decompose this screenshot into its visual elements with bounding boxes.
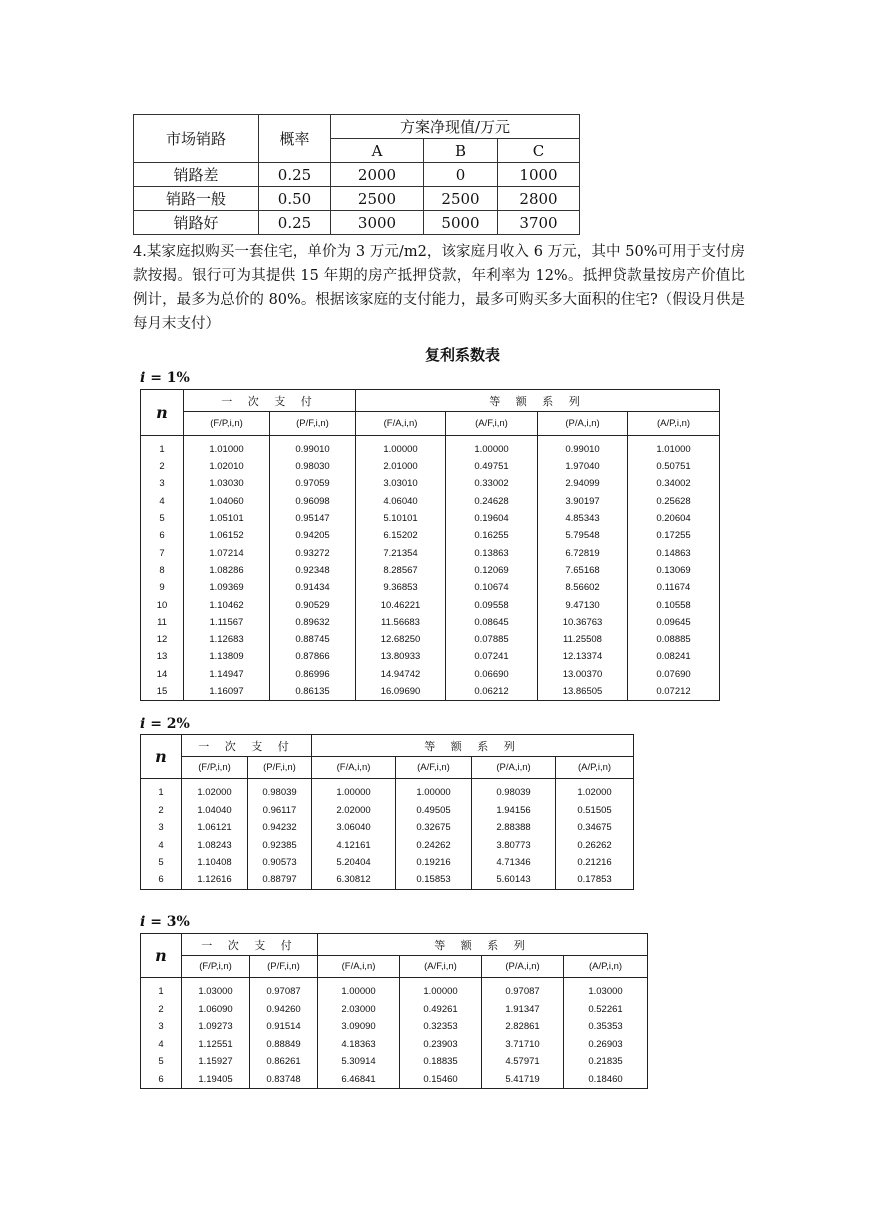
factor-cell: 0.98030 bbox=[270, 458, 356, 475]
factor-cell: 1.00000 bbox=[446, 441, 538, 458]
factor-cell: 0.13863 bbox=[446, 545, 538, 562]
factor-cell: 0.94232 bbox=[248, 819, 312, 837]
market-label: 销路差 bbox=[134, 163, 259, 187]
factor-cell: 1.01000 bbox=[184, 441, 270, 458]
table-row bbox=[141, 983, 648, 1001]
table-row bbox=[141, 476, 720, 493]
factor-cell: 11.25508 bbox=[538, 631, 628, 648]
factor-cell: 4.18363 bbox=[318, 1036, 400, 1054]
period-cell: 5 bbox=[141, 854, 182, 872]
factor-cell: 1.19405 bbox=[182, 1071, 250, 1089]
probability-cell: 0.25 bbox=[259, 163, 331, 187]
factor-cell: 0.16255 bbox=[446, 527, 538, 544]
factor-cell: 1.94156 bbox=[472, 802, 556, 820]
table-row bbox=[141, 1036, 648, 1054]
factor-cell: 1.00000 bbox=[356, 441, 446, 458]
period-cell: 9 bbox=[141, 579, 184, 596]
factor-column-header: (F/P,i,n) bbox=[184, 412, 270, 436]
factor-cell: 1.08243 bbox=[182, 837, 248, 855]
table-row bbox=[141, 579, 720, 596]
factor-cell: 0.24628 bbox=[446, 493, 538, 510]
factor-cell: 0.15853 bbox=[396, 872, 472, 890]
factor-cell: 0.10558 bbox=[628, 597, 720, 614]
interest-rate-value: = 1% bbox=[145, 370, 190, 386]
market-row bbox=[134, 187, 580, 211]
factor-cell: 0.35353 bbox=[564, 1018, 648, 1036]
factor-cell: 0.32353 bbox=[400, 1018, 482, 1036]
factor-cell: 0.07212 bbox=[628, 683, 720, 700]
factor-cell: 13.86505 bbox=[538, 683, 628, 700]
table-row bbox=[141, 545, 720, 562]
factor-cell: 6.46841 bbox=[318, 1071, 400, 1089]
table-row bbox=[141, 872, 634, 890]
factor-cell: 0.08885 bbox=[628, 631, 720, 648]
factor-cell: 0.96098 bbox=[270, 493, 356, 510]
factor-cell: 1.06152 bbox=[184, 527, 270, 544]
factor-cell: 0.17853 bbox=[556, 872, 634, 890]
factor-cell: 0.11674 bbox=[628, 579, 720, 596]
factor-cell: 2.03000 bbox=[318, 1001, 400, 1019]
factor-cell: 0.93272 bbox=[270, 545, 356, 562]
interest-symbol: i bbox=[140, 914, 146, 930]
factor-column-header: (P/A,i,n) bbox=[472, 757, 556, 779]
factor-cell: 1.01000 bbox=[628, 441, 720, 458]
equal-series-header: 等 额 系 列 bbox=[318, 934, 648, 956]
factor-cell: 0.26903 bbox=[564, 1036, 648, 1054]
factor-cell: 1.10408 bbox=[182, 854, 248, 872]
market-label: 销路一般 bbox=[134, 187, 259, 211]
factor-cell: 0.91514 bbox=[250, 1018, 318, 1036]
factor-cell: 0.99010 bbox=[538, 441, 628, 458]
factor-cell: 1.00000 bbox=[318, 983, 400, 1001]
period-cell: 3 bbox=[141, 476, 184, 493]
factor-cell: 0.95147 bbox=[270, 510, 356, 527]
factor-cell: 10.46221 bbox=[356, 597, 446, 614]
factor-cell: 3.80773 bbox=[472, 837, 556, 855]
table-row bbox=[141, 510, 720, 527]
factor-cell: 0.49505 bbox=[396, 802, 472, 820]
period-cell: 2 bbox=[141, 1001, 182, 1019]
table-row bbox=[141, 527, 720, 544]
factor-cell: 0.13069 bbox=[628, 562, 720, 579]
factor-column-header: (P/A,i,n) bbox=[482, 956, 564, 978]
factor-cell: 6.15202 bbox=[356, 527, 446, 544]
factor-cell: 0.08241 bbox=[628, 649, 720, 666]
factor-cell: 7.21354 bbox=[356, 545, 446, 562]
factor-cell: 2.01000 bbox=[356, 458, 446, 475]
table-row bbox=[141, 802, 634, 820]
single-payment-header: 一 次 支 付 bbox=[184, 390, 356, 412]
period-cell: 2 bbox=[141, 802, 182, 820]
factor-cell: 1.05101 bbox=[184, 510, 270, 527]
factor-column-header: (P/F,i,n) bbox=[248, 757, 312, 779]
factor-cell: 5.20404 bbox=[312, 854, 396, 872]
factor-cell: 0.06690 bbox=[446, 666, 538, 683]
table-row bbox=[141, 441, 720, 458]
equal-series-header: 等 额 系 列 bbox=[312, 735, 634, 757]
market-row bbox=[134, 163, 580, 187]
factor-cell: 4.71346 bbox=[472, 854, 556, 872]
factor-cell: 0.06212 bbox=[446, 683, 538, 700]
factor-cell: 0.86261 bbox=[250, 1053, 318, 1071]
table-row bbox=[141, 493, 720, 510]
factor-cell: 0.83748 bbox=[250, 1071, 318, 1089]
factor-cell: 11.56683 bbox=[356, 614, 446, 631]
factor-cell: 0.34675 bbox=[556, 819, 634, 837]
factor-cell: 0.87866 bbox=[270, 649, 356, 666]
period-cell: 6 bbox=[141, 1071, 182, 1089]
single-payment-header: 一 次 支 付 bbox=[182, 735, 312, 757]
factor-cell: 0.33002 bbox=[446, 476, 538, 493]
plan-b-header: B bbox=[424, 139, 498, 163]
single-payment-header: 一 次 支 付 bbox=[182, 934, 318, 956]
factor-cell: 9.36853 bbox=[356, 579, 446, 596]
factor-cell: 1.15927 bbox=[182, 1053, 250, 1071]
equal-series-header: 等 额 系 列 bbox=[356, 390, 720, 412]
factor-cell: 1.00000 bbox=[312, 784, 396, 802]
period-cell: 1 bbox=[141, 784, 182, 802]
factor-cell: 6.30812 bbox=[312, 872, 396, 890]
factor-cell: 14.94742 bbox=[356, 666, 446, 683]
factor-cell: 0.10674 bbox=[446, 579, 538, 596]
factor-cell: 2.88388 bbox=[472, 819, 556, 837]
table-row bbox=[141, 1001, 648, 1019]
factor-column-header: (F/A,i,n) bbox=[318, 956, 400, 978]
table-row bbox=[141, 562, 720, 579]
period-cell: 8 bbox=[141, 562, 184, 579]
factor-cell: 1.09369 bbox=[184, 579, 270, 596]
factor-column-header: (P/F,i,n) bbox=[270, 412, 356, 436]
factor-cell: 0.94205 bbox=[270, 527, 356, 544]
factor-cell: 0.97087 bbox=[250, 983, 318, 1001]
factor-cell: 0.18460 bbox=[564, 1071, 648, 1089]
factor-cell: 1.91347 bbox=[482, 1001, 564, 1019]
factor-cell: 0.15460 bbox=[400, 1071, 482, 1089]
factor-cell: 8.56602 bbox=[538, 579, 628, 596]
period-cell: 6 bbox=[141, 527, 184, 544]
table-row bbox=[141, 683, 720, 700]
factor-cell: 1.00000 bbox=[400, 983, 482, 1001]
factor-column-header: (P/F,i,n) bbox=[250, 956, 318, 978]
period-cell: 10 bbox=[141, 597, 184, 614]
plan-a-header: A bbox=[331, 139, 424, 163]
factor-column-header: (A/P,i,n) bbox=[628, 412, 720, 436]
npv-cell: 3700 bbox=[498, 211, 580, 235]
table-row bbox=[141, 1018, 648, 1036]
probability-cell: 0.25 bbox=[259, 211, 331, 235]
factor-cell: 1.10462 bbox=[184, 597, 270, 614]
period-cell: 11 bbox=[141, 614, 184, 631]
factor-cell: 5.79548 bbox=[538, 527, 628, 544]
factor-cell: 1.11567 bbox=[184, 614, 270, 631]
period-cell: 7 bbox=[141, 545, 184, 562]
interest-symbol: i bbox=[140, 370, 146, 386]
factor-cell: 1.14947 bbox=[184, 666, 270, 683]
factor-cell: 6.72819 bbox=[538, 545, 628, 562]
npv-cell: 0 bbox=[424, 163, 498, 187]
compound-factor-table bbox=[140, 734, 634, 890]
factor-column-header: (A/F,i,n) bbox=[396, 757, 472, 779]
factor-cell: 3.90197 bbox=[538, 493, 628, 510]
factor-column-header: (A/P,i,n) bbox=[556, 757, 634, 779]
factor-column-header: (F/A,i,n) bbox=[312, 757, 396, 779]
factor-cell: 4.57971 bbox=[482, 1053, 564, 1071]
factor-cell: 0.92385 bbox=[248, 837, 312, 855]
factor-cell: 0.51505 bbox=[556, 802, 634, 820]
table-row bbox=[141, 666, 720, 683]
period-cell: 4 bbox=[141, 837, 182, 855]
factor-cell: 0.12069 bbox=[446, 562, 538, 579]
factor-cell: 3.09090 bbox=[318, 1018, 400, 1036]
factor-cell: 0.97059 bbox=[270, 476, 356, 493]
factor-cell: 0.23903 bbox=[400, 1036, 482, 1054]
factor-cell: 0.25628 bbox=[628, 493, 720, 510]
factor-cell: 1.03030 bbox=[184, 476, 270, 493]
factor-cell: 7.65168 bbox=[538, 562, 628, 579]
factor-cell: 0.92348 bbox=[270, 562, 356, 579]
factor-cell: 0.99010 bbox=[270, 441, 356, 458]
period-header: n bbox=[141, 934, 182, 978]
probability-header: 概率 bbox=[259, 115, 331, 163]
factor-cell: 0.19216 bbox=[396, 854, 472, 872]
period-cell: 4 bbox=[141, 493, 184, 510]
factor-cell: 0.49261 bbox=[400, 1001, 482, 1019]
factor-cell: 3.06040 bbox=[312, 819, 396, 837]
factor-column-header: (A/P,i,n) bbox=[564, 956, 648, 978]
factor-cell: 2.02000 bbox=[312, 802, 396, 820]
problem-statement: 4.某家庭拟购买一套住宅，单价为 3 万元/m2，该家庭月收入 6 万元，其中 50%可用于支付房款按揭。银行可为其提供 15 年期的房产抵押贷款，年利率为 12%。抵押贷款量按房产价值比例计，最多为总价的 80%。根据该家庭的支付能力，最多可购买多大面积的住宅?（假设月供是每月末支付） bbox=[133, 244, 745, 332]
factor-cell: 0.26262 bbox=[556, 837, 634, 855]
period-header: n bbox=[141, 390, 184, 436]
factor-cell: 1.06121 bbox=[182, 819, 248, 837]
period-cell: 12 bbox=[141, 631, 184, 648]
period-cell: 15 bbox=[141, 683, 184, 700]
factor-cell: 0.24262 bbox=[396, 837, 472, 855]
factor-cell: 0.21835 bbox=[564, 1053, 648, 1071]
factor-cell: 0.50751 bbox=[628, 458, 720, 475]
factor-cell: 5.41719 bbox=[482, 1071, 564, 1089]
factor-cell: 13.00370 bbox=[538, 666, 628, 683]
factor-cell: 0.14863 bbox=[628, 545, 720, 562]
factor-cell: 0.88797 bbox=[248, 872, 312, 890]
npv-cell: 2500 bbox=[424, 187, 498, 211]
factor-cell: 1.08286 bbox=[184, 562, 270, 579]
factor-cell: 0.49751 bbox=[446, 458, 538, 475]
factor-cell: 0.18835 bbox=[400, 1053, 482, 1071]
period-header: n bbox=[141, 735, 182, 779]
factor-cell: 0.34002 bbox=[628, 476, 720, 493]
factor-cell: 0.09645 bbox=[628, 614, 720, 631]
factor-cell: 16.09690 bbox=[356, 683, 446, 700]
factor-cell: 0.86996 bbox=[270, 666, 356, 683]
factor-cell: 1.06090 bbox=[182, 1001, 250, 1019]
factor-cell: 5.60143 bbox=[472, 872, 556, 890]
factor-cell: 1.13809 bbox=[184, 649, 270, 666]
table-row bbox=[141, 458, 720, 475]
factor-cell: 1.02010 bbox=[184, 458, 270, 475]
factor-cell: 1.00000 bbox=[396, 784, 472, 802]
factor-column-header: (F/P,i,n) bbox=[182, 956, 250, 978]
npv-header: 方案净现值/万元 bbox=[331, 115, 580, 139]
factor-cell: 1.12616 bbox=[182, 872, 248, 890]
factor-cell: 1.97040 bbox=[538, 458, 628, 475]
npv-cell: 3000 bbox=[331, 211, 424, 235]
compound-factor-table bbox=[140, 933, 648, 1089]
factor-cell: 0.86135 bbox=[270, 683, 356, 700]
market-label: 销路好 bbox=[134, 211, 259, 235]
factor-cell: 4.85343 bbox=[538, 510, 628, 527]
factor-cell: 0.07690 bbox=[628, 666, 720, 683]
plan-c-header: C bbox=[498, 139, 580, 163]
period-cell: 13 bbox=[141, 649, 184, 666]
npv-cell: 1000 bbox=[498, 163, 580, 187]
factor-cell: 0.09558 bbox=[446, 597, 538, 614]
table-row bbox=[141, 649, 720, 666]
factor-cell: 3.71710 bbox=[482, 1036, 564, 1054]
factor-column-header: (P/A,i,n) bbox=[538, 412, 628, 436]
factor-column-header: (A/F,i,n) bbox=[400, 956, 482, 978]
factor-cell: 0.88849 bbox=[250, 1036, 318, 1054]
factor-cell: 5.30914 bbox=[318, 1053, 400, 1071]
factor-cell: 12.68250 bbox=[356, 631, 446, 648]
table-row bbox=[141, 1053, 648, 1071]
factor-cell: 1.07214 bbox=[184, 545, 270, 562]
factor-cell: 5.10101 bbox=[356, 510, 446, 527]
factor-cell: 0.08645 bbox=[446, 614, 538, 631]
interest-rate-label bbox=[140, 370, 190, 386]
factor-cell: 0.89632 bbox=[270, 614, 356, 631]
factor-cell: 1.04040 bbox=[182, 802, 248, 820]
table-row bbox=[141, 819, 634, 837]
factor-cell: 10.36763 bbox=[538, 614, 628, 631]
factor-cell: 12.13374 bbox=[538, 649, 628, 666]
factor-cell: 8.28567 bbox=[356, 562, 446, 579]
factor-cell: 3.03010 bbox=[356, 476, 446, 493]
period-cell: 3 bbox=[141, 819, 182, 837]
factor-cell: 0.07885 bbox=[446, 631, 538, 648]
factor-cell: 2.82861 bbox=[482, 1018, 564, 1036]
factor-cell: 0.19604 bbox=[446, 510, 538, 527]
table-row bbox=[141, 597, 720, 614]
period-cell: 2 bbox=[141, 458, 184, 475]
factor-cell: 0.94260 bbox=[250, 1001, 318, 1019]
npv-cell: 2000 bbox=[331, 163, 424, 187]
compound-factor-table bbox=[140, 389, 720, 701]
period-cell: 14 bbox=[141, 666, 184, 683]
factor-cell: 4.06040 bbox=[356, 493, 446, 510]
factor-cell: 0.98039 bbox=[248, 784, 312, 802]
period-cell: 5 bbox=[141, 510, 184, 527]
factor-cell: 2.94099 bbox=[538, 476, 628, 493]
period-cell: 1 bbox=[141, 983, 182, 1001]
factor-cell: 0.91434 bbox=[270, 579, 356, 596]
factor-cell: 4.12161 bbox=[312, 837, 396, 855]
factor-cell: 13.80933 bbox=[356, 649, 446, 666]
factor-cell: 0.96117 bbox=[248, 802, 312, 820]
npv-cell: 5000 bbox=[424, 211, 498, 235]
factor-cell: 0.88745 bbox=[270, 631, 356, 648]
probability-cell: 0.50 bbox=[259, 187, 331, 211]
period-cell: 6 bbox=[141, 872, 182, 890]
period-cell: 4 bbox=[141, 1036, 182, 1054]
factor-cell: 1.03000 bbox=[182, 983, 250, 1001]
factor-cell: 1.02000 bbox=[556, 784, 634, 802]
table-row bbox=[141, 614, 720, 631]
factor-cell: 0.07241 bbox=[446, 649, 538, 666]
table-row bbox=[141, 1071, 648, 1089]
factor-cell: 1.09273 bbox=[182, 1018, 250, 1036]
period-cell: 1 bbox=[141, 441, 184, 458]
interest-rate-value: = 2% bbox=[145, 716, 190, 732]
table-row bbox=[141, 854, 634, 872]
factor-cell: 0.98039 bbox=[472, 784, 556, 802]
factor-cell: 1.02000 bbox=[182, 784, 248, 802]
market-row bbox=[134, 211, 580, 235]
table-row bbox=[141, 784, 634, 802]
factor-cell: 0.20604 bbox=[628, 510, 720, 527]
factor-column-header: (F/A,i,n) bbox=[356, 412, 446, 436]
factor-cell: 1.12683 bbox=[184, 631, 270, 648]
interest-symbol: i bbox=[140, 716, 146, 732]
factor-cell: 0.21216 bbox=[556, 854, 634, 872]
factor-cell: 0.32675 bbox=[396, 819, 472, 837]
factor-cell: 0.90529 bbox=[270, 597, 356, 614]
factor-cell: 0.17255 bbox=[628, 527, 720, 544]
table-row bbox=[141, 837, 634, 855]
period-cell: 5 bbox=[141, 1053, 182, 1071]
factor-cell: 0.97087 bbox=[482, 983, 564, 1001]
market-npv-table bbox=[133, 114, 580, 235]
factor-cell: 9.47130 bbox=[538, 597, 628, 614]
npv-cell: 2500 bbox=[331, 187, 424, 211]
npv-cell: 2800 bbox=[498, 187, 580, 211]
factor-cell: 1.04060 bbox=[184, 493, 270, 510]
factor-column-header: (A/F,i,n) bbox=[446, 412, 538, 436]
factor-cell: 0.90573 bbox=[248, 854, 312, 872]
factor-cell: 0.52261 bbox=[564, 1001, 648, 1019]
interest-rate-value: = 3% bbox=[145, 914, 190, 930]
factor-cell: 1.16097 bbox=[184, 683, 270, 700]
period-cell: 3 bbox=[141, 1018, 182, 1036]
factor-cell: 1.12551 bbox=[182, 1036, 250, 1054]
factor-column-header: (F/P,i,n) bbox=[182, 757, 248, 779]
factor-cell: 1.03000 bbox=[564, 983, 648, 1001]
interest-rate-label bbox=[140, 914, 190, 930]
interest-rate-label bbox=[140, 716, 190, 732]
market-header: 市场销路 bbox=[134, 115, 259, 163]
compound-factor-title: 复利系数表 bbox=[425, 346, 501, 364]
table-row bbox=[141, 631, 720, 648]
